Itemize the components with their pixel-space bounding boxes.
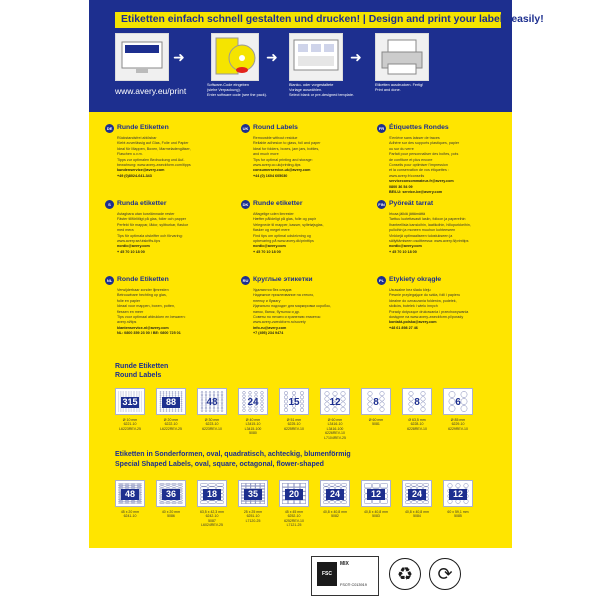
lang-block-nl — [105, 276, 231, 346]
label-format-caption: Ø 60 mm L3416-10 L3416-100 6226REV-10 L7104REV-25 — [324, 418, 346, 440]
labels-per-sheet-count: 12 — [367, 489, 385, 500]
language-badge: NL — [106, 278, 113, 283]
step-1-caption: Software-Code eingeben (siehe Verpackung). Enter software code (see the pack). — [207, 83, 267, 97]
step-software-cd-image — [211, 33, 259, 81]
footer — [89, 548, 512, 600]
label-format-caption: Ø 40 mm L3415-10 L3415-100 5080 — [244, 418, 262, 436]
website-url[interactable]: www.avery.eu/print — [115, 86, 187, 96]
label-format-caption: 40 x 20 mm 5086 — [161, 510, 181, 519]
language-badge: DE — [106, 126, 113, 131]
step-2-caption: Blanko- oder vorgestaltete Vorlage auswählen. Select blank or pre-designed template. — [289, 83, 355, 97]
labels-per-sheet-count: 8 — [414, 397, 420, 408]
label-format-caption: 25 x 25 mm 6251-10 L7120-25 — [243, 510, 263, 523]
label-format-caption: Ø 30 mm 6223-10 6223REV-10 — [202, 418, 222, 431]
lang-text: Irtoaa jälkiä jättämättä Tarttuu luotettavasti lasiin, folioon ja papereihin Ihanteellisia kansioihin, laatikoihin, hillopurkkeihin, pulloihin ja moneen muuhun kohteeseen Vinkkejä optimaaliseen tulostukseen ja säilyttämiseen osoitteessa: www.avery.fi/printtips nordic@avery.com + 45 70 10 18 00 — [389, 212, 471, 254]
label-format-tile — [443, 388, 473, 415]
print-instructions-header — [89, 0, 544, 112]
lang-title: Круглые этикетки — [253, 276, 313, 283]
label-format-caption: Ø 85 mm 6229-10 6229REV-10 — [448, 418, 468, 431]
label-format-tile — [279, 480, 309, 507]
fsc-certification-logo — [311, 556, 379, 596]
lang-title: Etykiety okrągłe — [389, 276, 442, 283]
label-format-tile — [361, 480, 391, 507]
step-printer-image — [375, 33, 429, 81]
label-format-tile — [115, 480, 145, 507]
label-format-tile — [279, 388, 309, 415]
round-labels-title-de: Runde Etiketten — [115, 363, 169, 370]
language-badge: RU — [242, 278, 249, 283]
fsc-code: FSC® C013919 — [340, 583, 367, 587]
label-format-tile — [156, 480, 186, 507]
lang-block-uk — [241, 124, 367, 188]
labels-per-sheet-count: 24 — [247, 397, 259, 408]
lang-title: Runda etiketter — [117, 200, 167, 207]
lang-block-ru — [241, 276, 367, 346]
label-format-caption: Ø 10 mm 6221-10 L6223REV-25 — [119, 418, 141, 431]
special-labels-title-de: Etiketten in Sonderformen, oval, quadratisch, achteckig, blumenförmig — [115, 451, 351, 458]
lang-text: S'enlève sans laisser de traces Adhère sur des supports plastiques, papier ou sur du verre Parfait pour personnaliser des boîtes, pots de confiture et plus encore Conseils pour optimiser l'impression et la conservation de vos étiquettes : www.avery.fr/conseils serviceconsommateur-fr@avery.com 0800 36 54 09 BE/LU: service-be@avery.com — [389, 136, 460, 195]
label-format-tile — [197, 388, 227, 415]
lang-block-dk — [241, 200, 367, 264]
labels-per-sheet-count: 48 — [121, 489, 139, 500]
label-format-caption: 60 x 59,1 mm 5085 — [447, 510, 469, 519]
labels-per-sheet-count: 24 — [408, 489, 426, 500]
labels-per-sheet-count: 48 — [206, 397, 218, 408]
label-format-tile — [238, 480, 268, 507]
label-format-caption: Ø 51 mm 6225-10 6225REV-10 — [284, 418, 304, 431]
label-format-tile — [115, 388, 145, 415]
recycle-icon: ♻ — [389, 558, 421, 590]
lang-text: Verwijderbaar zonder lijmresten Betrouwbare hechting op glas, folie en papier Ideaal voor mappen, boxen, potten, flessen en meer Tips voor optimaal afdrukken en bewaren: avery.nl/tips klantenservice-nl@avery.com NL: 0800 359 23 00 / BE: 0800 725 01 — [117, 288, 186, 336]
lang-title: Runde Etiketten — [117, 124, 169, 131]
round-labels-title-en: Round Labels — [115, 372, 162, 379]
language-badge: DK — [242, 202, 249, 207]
labels-per-sheet-count: 18 — [203, 489, 221, 500]
lang-block-s — [105, 200, 231, 264]
labels-per-sheet-count: 24 — [326, 489, 344, 500]
language-badge: PL — [378, 278, 385, 283]
label-format-tile — [156, 388, 186, 415]
labels-per-sheet-count: 12 — [329, 397, 341, 408]
label-format-caption: 40,8 x 40,8 mm 5084 — [404, 510, 430, 519]
lang-block-fr — [377, 124, 503, 198]
label-format-caption: 40,8 x 40,8 mm 5083 — [363, 510, 389, 519]
step-arrow-icon: ➜ — [173, 49, 185, 65]
lang-block-pl — [377, 276, 503, 346]
label-format-tile — [443, 480, 473, 507]
label-format-tile — [238, 388, 268, 415]
labels-per-sheet-count: 8 — [373, 397, 379, 408]
lang-text: Rückstandsfrei ablösbar Klebt zuverlässig auf Glas, Folie und Papier Ideal für Mappen, Boxen, Marmeladengläser, Flaschen u.v.m. Tipps zur optimalen Bedruckung und Auf- bewahrung: www.avery-zweckform.com/tipps kundenservice@avery.com +49 (0)8024-641-343 — [117, 136, 191, 178]
label-format-caption: 45 x 45 mm 6252-10 6252REV-10 L7121-25 — [284, 510, 304, 528]
recycle-arrows-icon: ⟳ — [429, 558, 461, 590]
labels-per-sheet-count: 36 — [162, 489, 180, 500]
labels-per-sheet-count: 15 — [288, 397, 300, 408]
label-format-caption: Ø 20 mm 6222-10 L6222REV-25 — [160, 418, 182, 431]
lang-title: Pyöreät tarrat — [389, 200, 434, 207]
fsc-tree-icon: FSC — [317, 562, 337, 586]
labels-per-sheet-count: 35 — [244, 489, 262, 500]
lang-text: Удаляются без следов Надежное приклеивание на стекло, пленку и бумагу Идеально подходят для маркировки коробок, папок, банок, бутылок и др. Советы по печати и хранению этикеток: www.avery-zweckform.ru/sovety info-ru@avery.com +7 (495) 234 9474 — [253, 288, 331, 336]
labels-per-sheet-count: 12 — [449, 489, 467, 500]
labels-per-sheet-count: 315 — [122, 397, 138, 407]
lang-text: Usuwalne bez śladu kleju Pewnie przylegające do szkła, folii i papieru Idealne do oznaczania folderów, pudełek, słoików, butelek i wielu innych Porady dotyczące drukowania i przechowywania dostępne na www.avery-zweckform.pl/porady kontakt-polska@avery.com +48 61 898 27 46 — [389, 288, 469, 330]
cd-icon — [212, 34, 258, 80]
template-screen-icon — [290, 34, 342, 80]
label-format-caption: 40,8 x 40,8 mm 5082 — [322, 510, 348, 519]
fsc-mix-label: MIX — [340, 561, 349, 567]
computer-icon — [116, 34, 168, 80]
header-title: Etiketten einfach schnell gestalten und drucken! | Design and print your labels easily! — [115, 12, 501, 28]
step-template-image — [289, 33, 343, 81]
label-format-tile — [197, 480, 227, 507]
lang-text: Avtagbara utan kvarlämnade rester Fäster tillförlitligt på glas, folier och papper Perfekt för mappar, lådor, syltburkar, flaskor med mera Tips för optimala utskrifter och förvaring: www.avery.se/utskrifts-tips nordic@avery.com + 45 70 10 18 00 — [117, 212, 189, 254]
step-arrow-icon: ➜ — [350, 49, 362, 65]
label-format-tile — [320, 388, 350, 415]
label-format-tile — [402, 480, 432, 507]
step-3-caption: Etiketten ausdrucken. Fertig! Print and done. — [375, 83, 424, 92]
label-format-caption: 63,5 x 42,3 mm 6242-10 5087 L6024REV-25 — [199, 510, 225, 528]
language-badge: UK — [242, 126, 249, 131]
labels-per-sheet-count: 20 — [285, 489, 303, 500]
special-labels-title-en: Special Shaped Labels, oval, square, octagonal, flower-shaped — [115, 461, 324, 468]
label-format-caption: 45 x 20 mm 6241-10 — [120, 510, 140, 519]
step-computer-image — [115, 33, 169, 81]
label-format-caption: Ø 63,5 mm 6228-10 6228REV-10 — [407, 418, 427, 431]
labels-per-sheet-count: 6 — [455, 397, 461, 408]
lang-text: Removable without residue Reliable adhesion to glass, foil and paper Ideal for folders, boxes, jam jars, bottles, and much more Tips for optimal printing and storage: www.avery.co.uk/printing-tips consumerservice-uk@avery.com +44 (0) 1604 605030 — [253, 136, 321, 178]
lang-title: Ronde Etiketten — [117, 276, 169, 283]
label-format-tile — [320, 480, 350, 507]
lang-block-fin — [377, 200, 503, 264]
lang-text: Aftagelige uden limrester Hæfter pålideligt på glas, folie og papir Velegnede til mapper, kasser, syltetøjsglas, flasker og meget mere Find tips om optimal udskrivning og opbevaring på www.avery.dk/printtips nordic@avery.com + 45 70 10 18 00 — [253, 212, 324, 254]
lang-title: Runde etiketter — [253, 200, 303, 207]
label-format-caption: Ø 60 mm 5081 — [368, 418, 384, 427]
language-badge: S — [105, 200, 114, 209]
lang-title: Round Labels — [253, 124, 298, 131]
lang-block-de — [105, 124, 231, 188]
labels-per-sheet-count: 88 — [162, 397, 180, 408]
label-format-tile — [361, 388, 391, 415]
language-badge: FR — [378, 126, 385, 131]
label-format-tile — [402, 388, 432, 415]
label-sheet-document — [89, 0, 544, 600]
lang-title: Étiquettes Rondes — [389, 124, 449, 131]
printer-icon — [376, 34, 428, 80]
step-arrow-icon: ➜ — [266, 49, 278, 65]
language-badge: FIN — [378, 202, 385, 207]
